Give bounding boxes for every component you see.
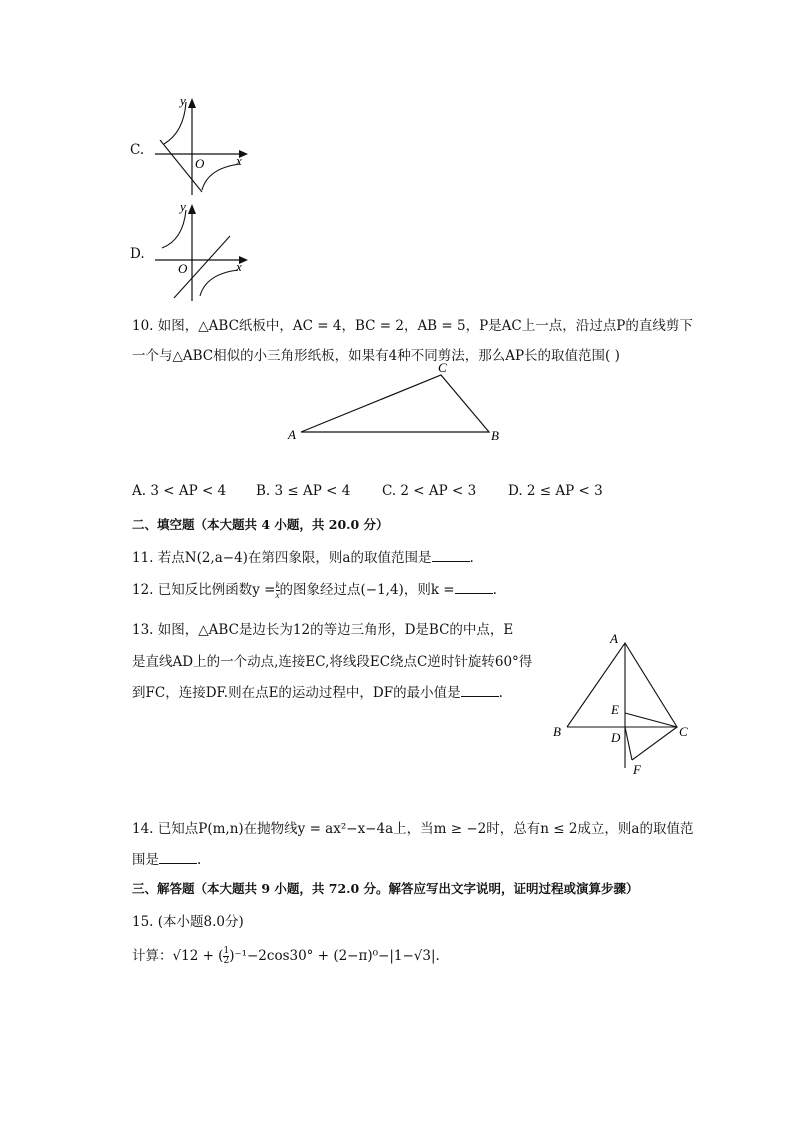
- vertex-b-label: B: [491, 428, 499, 443]
- q15-half-den: 2: [223, 956, 230, 966]
- q12-text-mid: 的图象经过点(−1,4)，则k =: [279, 582, 455, 598]
- q14-line1: 14. 已知点P(m,n)在抛物线y = ax²−x−4a上，当m ≥ −2时，总有n ≤ 2成立，则a的取值范: [132, 821, 694, 837]
- q10-choice-c: C. 2 < AP < 3: [382, 483, 477, 499]
- q14-answer-blank: [159, 851, 197, 864]
- origin-label: O: [178, 261, 188, 276]
- q10-line2: 一个与△ABC相似的小三角形纸板，如果有4种不同剪法，那么AP长的取值范围( ): [132, 348, 620, 364]
- q13-line1: 13. 如图，△ABC是边长为12的等边三角形，D是BC的中点，E: [132, 622, 514, 638]
- q13-line3-text: 到FC，连接DF.则在点E的运动过程中，DF的最小值是: [132, 685, 461, 701]
- q15-calc-label: 计算：: [132, 948, 173, 964]
- vertex-c-label: C: [679, 724, 688, 739]
- x-axis-label: x: [236, 259, 242, 274]
- point-f-label: F: [633, 762, 641, 777]
- q11: [132, 546, 474, 566]
- q14-line2-text: 围是: [132, 852, 159, 868]
- option-d-label: D.: [130, 246, 145, 262]
- x-axis-label: x: [236, 153, 242, 168]
- y-axis-label: y: [180, 93, 186, 108]
- q15-term-rest: )⁻¹−2cos30° + (2−π)⁰−|1−√3|.: [229, 948, 440, 964]
- vertex-c-label: C: [438, 360, 447, 375]
- q10-choice-d: D. 2 ≤ AP < 3: [508, 483, 603, 499]
- q10-line1: 10. 如图，△ABC纸板中，AC = 4，BC = 2，AB = 5，P是AC上一点，沿过点P的直线剪下: [132, 318, 693, 334]
- q15-title: 15. (本小题8.0分): [132, 914, 244, 930]
- q11-end: .: [469, 550, 474, 566]
- q14-end: .: [197, 852, 202, 868]
- vertex-a-label: A: [610, 631, 618, 646]
- q12-text: 12. 已知反比例函数y =: [132, 582, 276, 598]
- point-e-label: E: [611, 702, 619, 717]
- q11-answer-blank: [432, 549, 470, 562]
- vertex-a-label: A: [288, 427, 296, 442]
- option-c-label: C.: [130, 142, 145, 158]
- q12-end: .: [492, 582, 497, 598]
- q10-triangle-figure: [280, 360, 510, 445]
- q15-half-num: 1: [223, 946, 230, 956]
- section-2-heading: 二、填空题（本大题共 4 小题，共 20.0 分）: [132, 517, 389, 532]
- origin-label: O: [195, 156, 205, 171]
- q12-answer-blank: [455, 581, 493, 594]
- q10-choice-a: A. 3 < AP < 4: [132, 483, 227, 499]
- q15-expression: [132, 944, 440, 966]
- q15-term-sqrt12: √12: [172, 948, 199, 964]
- point-d-label: D: [611, 730, 621, 745]
- vertex-b-label: B: [553, 724, 561, 739]
- q12-frac-den: x: [275, 590, 280, 600]
- q13-answer-blank: [461, 684, 499, 697]
- q14-line2: [132, 848, 201, 868]
- option-c-graph: [150, 92, 250, 197]
- q13-line2: 是直线AD上的一个动点,连接EC,将线段EC绕点C逆时针旋转60°得: [132, 654, 533, 670]
- q11-text: 11. 若点N(2,a−4)在第四象限，则a的取值范围是: [132, 550, 432, 566]
- section-3-heading: 三、解答题（本大题共 9 小题，共 72.0 分。解答应写出文字说明，证明过程或演算步骤）: [132, 881, 639, 896]
- q12: [132, 578, 497, 600]
- q13-end: .: [498, 685, 503, 701]
- q12-frac-num: k: [275, 580, 280, 590]
- q13-triangle-figure: [545, 628, 695, 778]
- option-d-graph: [150, 198, 250, 303]
- q15-term-open: + (: [198, 948, 224, 964]
- q13-line3: [132, 681, 503, 701]
- q10-choice-b: B. 3 ≤ AP < 4: [256, 483, 351, 499]
- y-axis-label: y: [180, 199, 186, 214]
